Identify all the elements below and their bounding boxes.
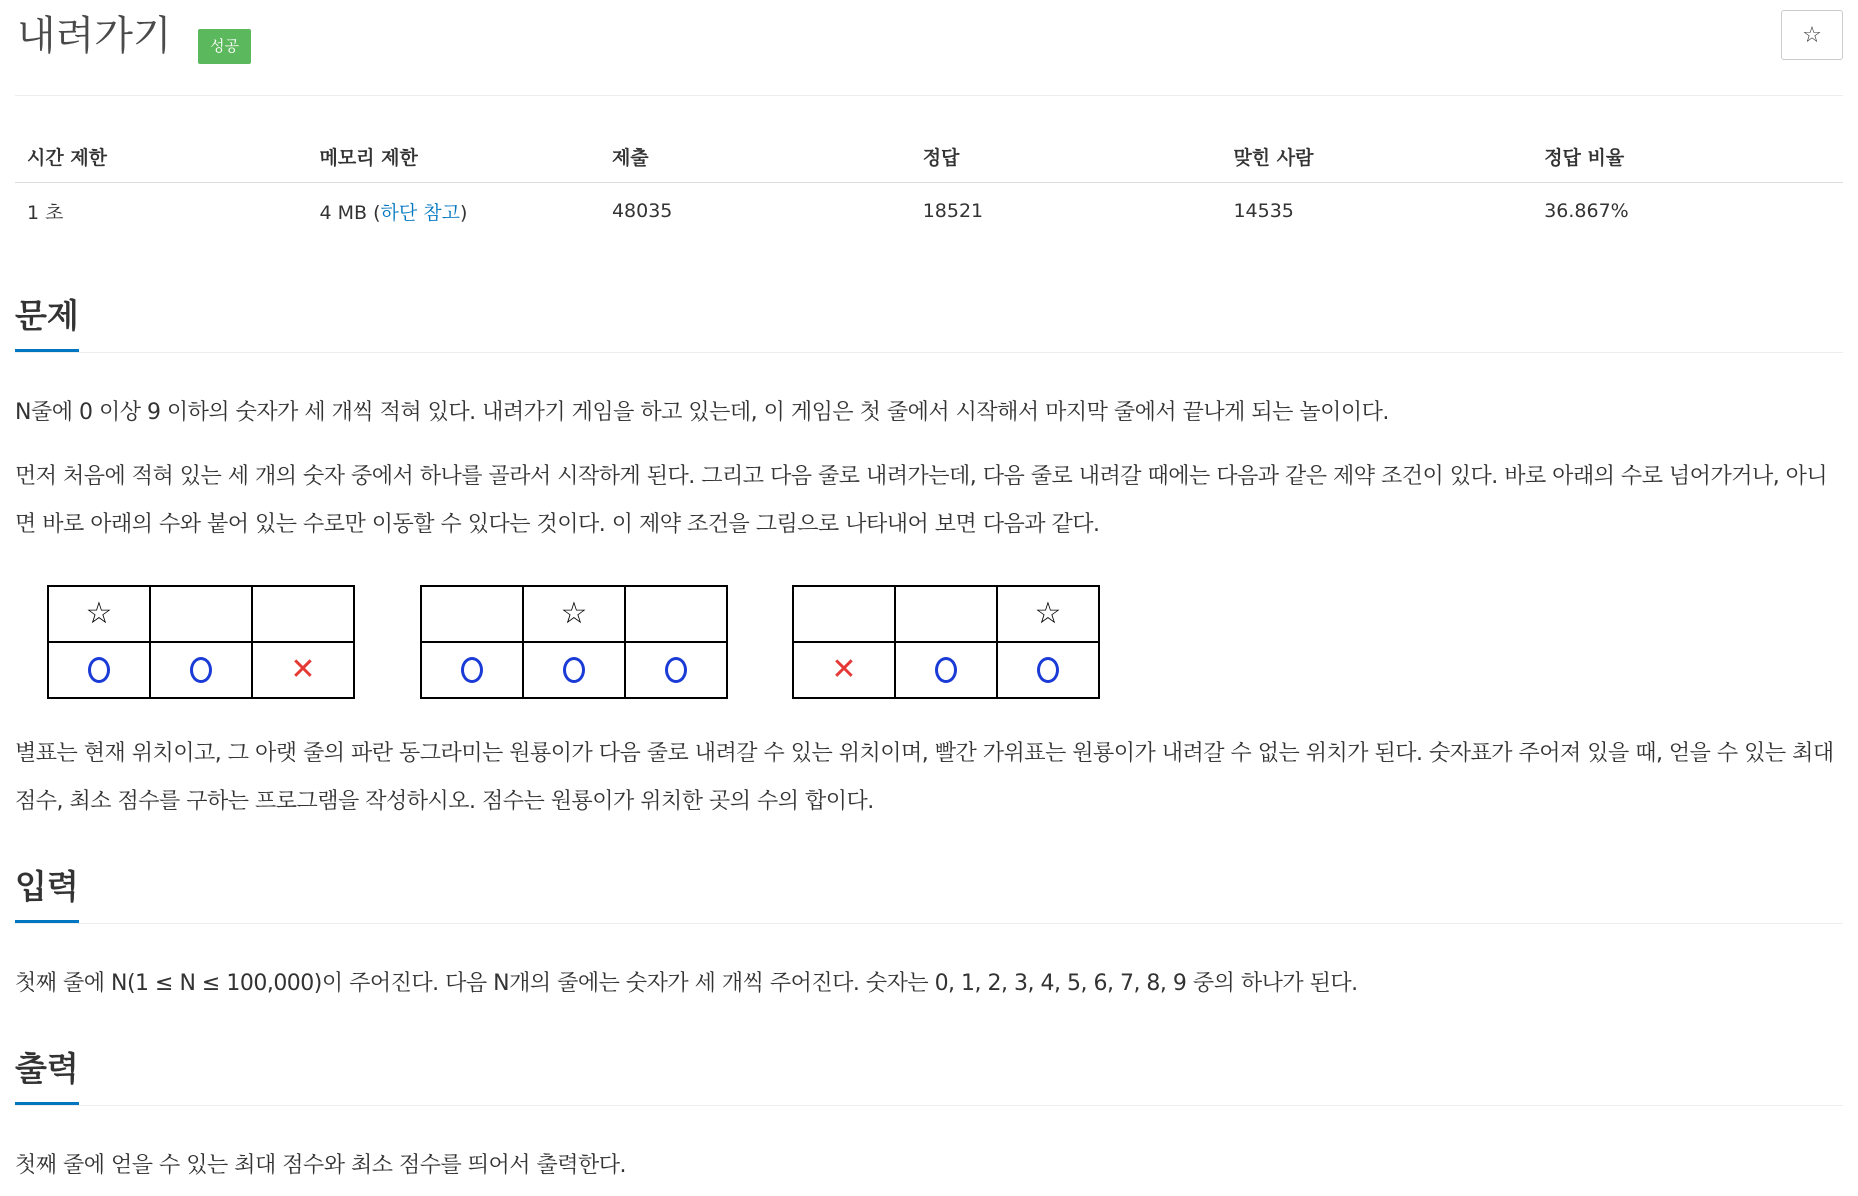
blue-circle-icon xyxy=(563,657,585,683)
favorite-star-button[interactable] xyxy=(1781,10,1843,60)
problem-paragraph-2: 먼저 처음에 적혀 있는 세 개의 숫자 중에서 하나를 골라서 시작하게 된다. 그리고 다음 줄로 내려가는데, 다음 줄로 내려갈 때에는 다음과 같은 제약 조건이 있다. 바로 아래의 수로 넘어가거나, 아니면 바로 아래의 수와 붙어 있는 수로만 이동할 수 있다는 것이다. 이 제약 조건을 그림으로 나타내어 보면 다음과 같다. xyxy=(15,464,1828,537)
header-memory-limit: 메모리 제한 xyxy=(307,130,599,183)
output-section-heading xyxy=(15,1044,1843,1106)
memory-limit-suffix: ) xyxy=(459,201,468,224)
diagram-top-row xyxy=(421,586,727,642)
memory-limit-text: 4 MB ( xyxy=(319,201,381,224)
diagram-cell xyxy=(793,642,895,698)
memory-note-link[interactable]: 하단 참고 xyxy=(380,201,460,224)
diagram-cell xyxy=(997,586,1099,642)
problem-header xyxy=(15,0,1843,96)
input-paragraph: 첫째 줄에 N(1 ≤ N ≤ 100,000)이 주어진다. 다음 N개의 줄에는 숫자가 세 개씩 주어진다. 숫자는 0, 1, 2, 3, 4, 5, 6, 7, 8, 9 중의 하나가 된다. xyxy=(15,971,1358,996)
diagram-cell xyxy=(895,586,997,642)
blue-circle-icon xyxy=(461,657,483,683)
output-heading: 출력 xyxy=(15,1044,79,1105)
diagram-cell xyxy=(252,642,354,698)
output-paragraph: 첫째 줄에 얻을 수 있는 최대 점수와 최소 점수를 띄어서 출력한다. xyxy=(15,1153,626,1178)
star-icon: ☆ xyxy=(1034,596,1062,631)
input-section-heading xyxy=(15,862,1843,924)
diagram-bottom-row xyxy=(48,642,354,698)
page-title: 내려가기 xyxy=(17,13,172,59)
star-icon: ☆ xyxy=(560,596,588,631)
accepted-value: 18521 xyxy=(922,200,984,222)
diagram-cell xyxy=(150,642,252,698)
problem-paragraph-1: N줄에 0 이상 9 이하의 숫자가 세 개씩 적혀 있다. 내려가기 게임을 하고 있는데, 이 게임은 첫 줄에서 시작해서 마지막 줄에서 끝나게 되는 놀이이다. xyxy=(15,400,1389,425)
diagram-top-row xyxy=(48,586,354,642)
ratio-value: 36.867% xyxy=(1544,200,1629,222)
diagram-left xyxy=(47,585,355,699)
red-cross-icon: ✕ xyxy=(290,652,316,687)
diagram-center xyxy=(420,585,728,699)
blue-circle-icon xyxy=(88,657,110,683)
diagram-cell xyxy=(523,586,625,642)
solvers-value: 14535 xyxy=(1233,200,1294,222)
info-table-header-row xyxy=(15,130,1843,183)
problem-paragraph-3: 별표는 현재 위치이고, 그 아랫 줄의 파란 동그라미는 원룡이가 다음 줄로 내려갈 수 있는 위치이며, 빨간 가위표는 원룡이가 내려갈 수 없는 위치가 된다. 숫자표가 주어져 있을 때, 얻을 수 있는 최대 점수, 최소 점수를 구하는 프로그램을 작성하시오. 점수는 원룡이가 위치한 곳의 수의 합이다. xyxy=(15,741,1834,814)
header-accepted: 정답 xyxy=(911,130,1222,183)
diagram-cell xyxy=(625,642,727,698)
diagram-right xyxy=(792,585,1100,699)
red-cross-icon: ✕ xyxy=(831,652,857,687)
diagram-bottom-row xyxy=(421,642,727,698)
diagram-cell xyxy=(625,586,727,642)
blue-circle-icon xyxy=(935,657,957,683)
diagram-top-row xyxy=(793,586,1099,642)
problem-info-table xyxy=(15,130,1843,239)
header-submissions: 제출 xyxy=(600,130,911,183)
blue-circle-icon xyxy=(1037,657,1059,683)
memory-limit-value xyxy=(307,183,599,240)
diagram-cell xyxy=(252,586,354,642)
diagram-cell xyxy=(421,586,523,642)
diagram-cell xyxy=(48,586,150,642)
diagram-cell xyxy=(895,642,997,698)
diagram-cell xyxy=(421,642,523,698)
star-icon: ☆ xyxy=(85,596,113,631)
header-time-limit: 시간 제한 xyxy=(15,130,307,183)
status-badge: 성공 xyxy=(198,29,251,64)
submissions-value: 48035 xyxy=(611,200,673,222)
input-heading: 입력 xyxy=(15,862,79,923)
blue-circle-icon xyxy=(665,657,687,683)
diagram-cell xyxy=(48,642,150,698)
diagram-cell xyxy=(793,586,895,642)
diagram-cell xyxy=(523,642,625,698)
blue-circle-icon xyxy=(190,657,212,683)
header-solvers: 맞힌 사람 xyxy=(1221,130,1532,183)
problem-heading: 문제 xyxy=(15,291,79,352)
diagram-cell xyxy=(997,642,1099,698)
header-ratio: 정답 비율 xyxy=(1532,130,1843,183)
problem-section-heading xyxy=(15,291,1843,353)
diagram-bottom-row xyxy=(793,642,1099,698)
info-table-row xyxy=(15,183,1843,240)
diagram-cell xyxy=(150,586,252,642)
star-icon: ☆ xyxy=(1802,22,1822,48)
time-limit-value: 1 초 xyxy=(27,201,64,224)
